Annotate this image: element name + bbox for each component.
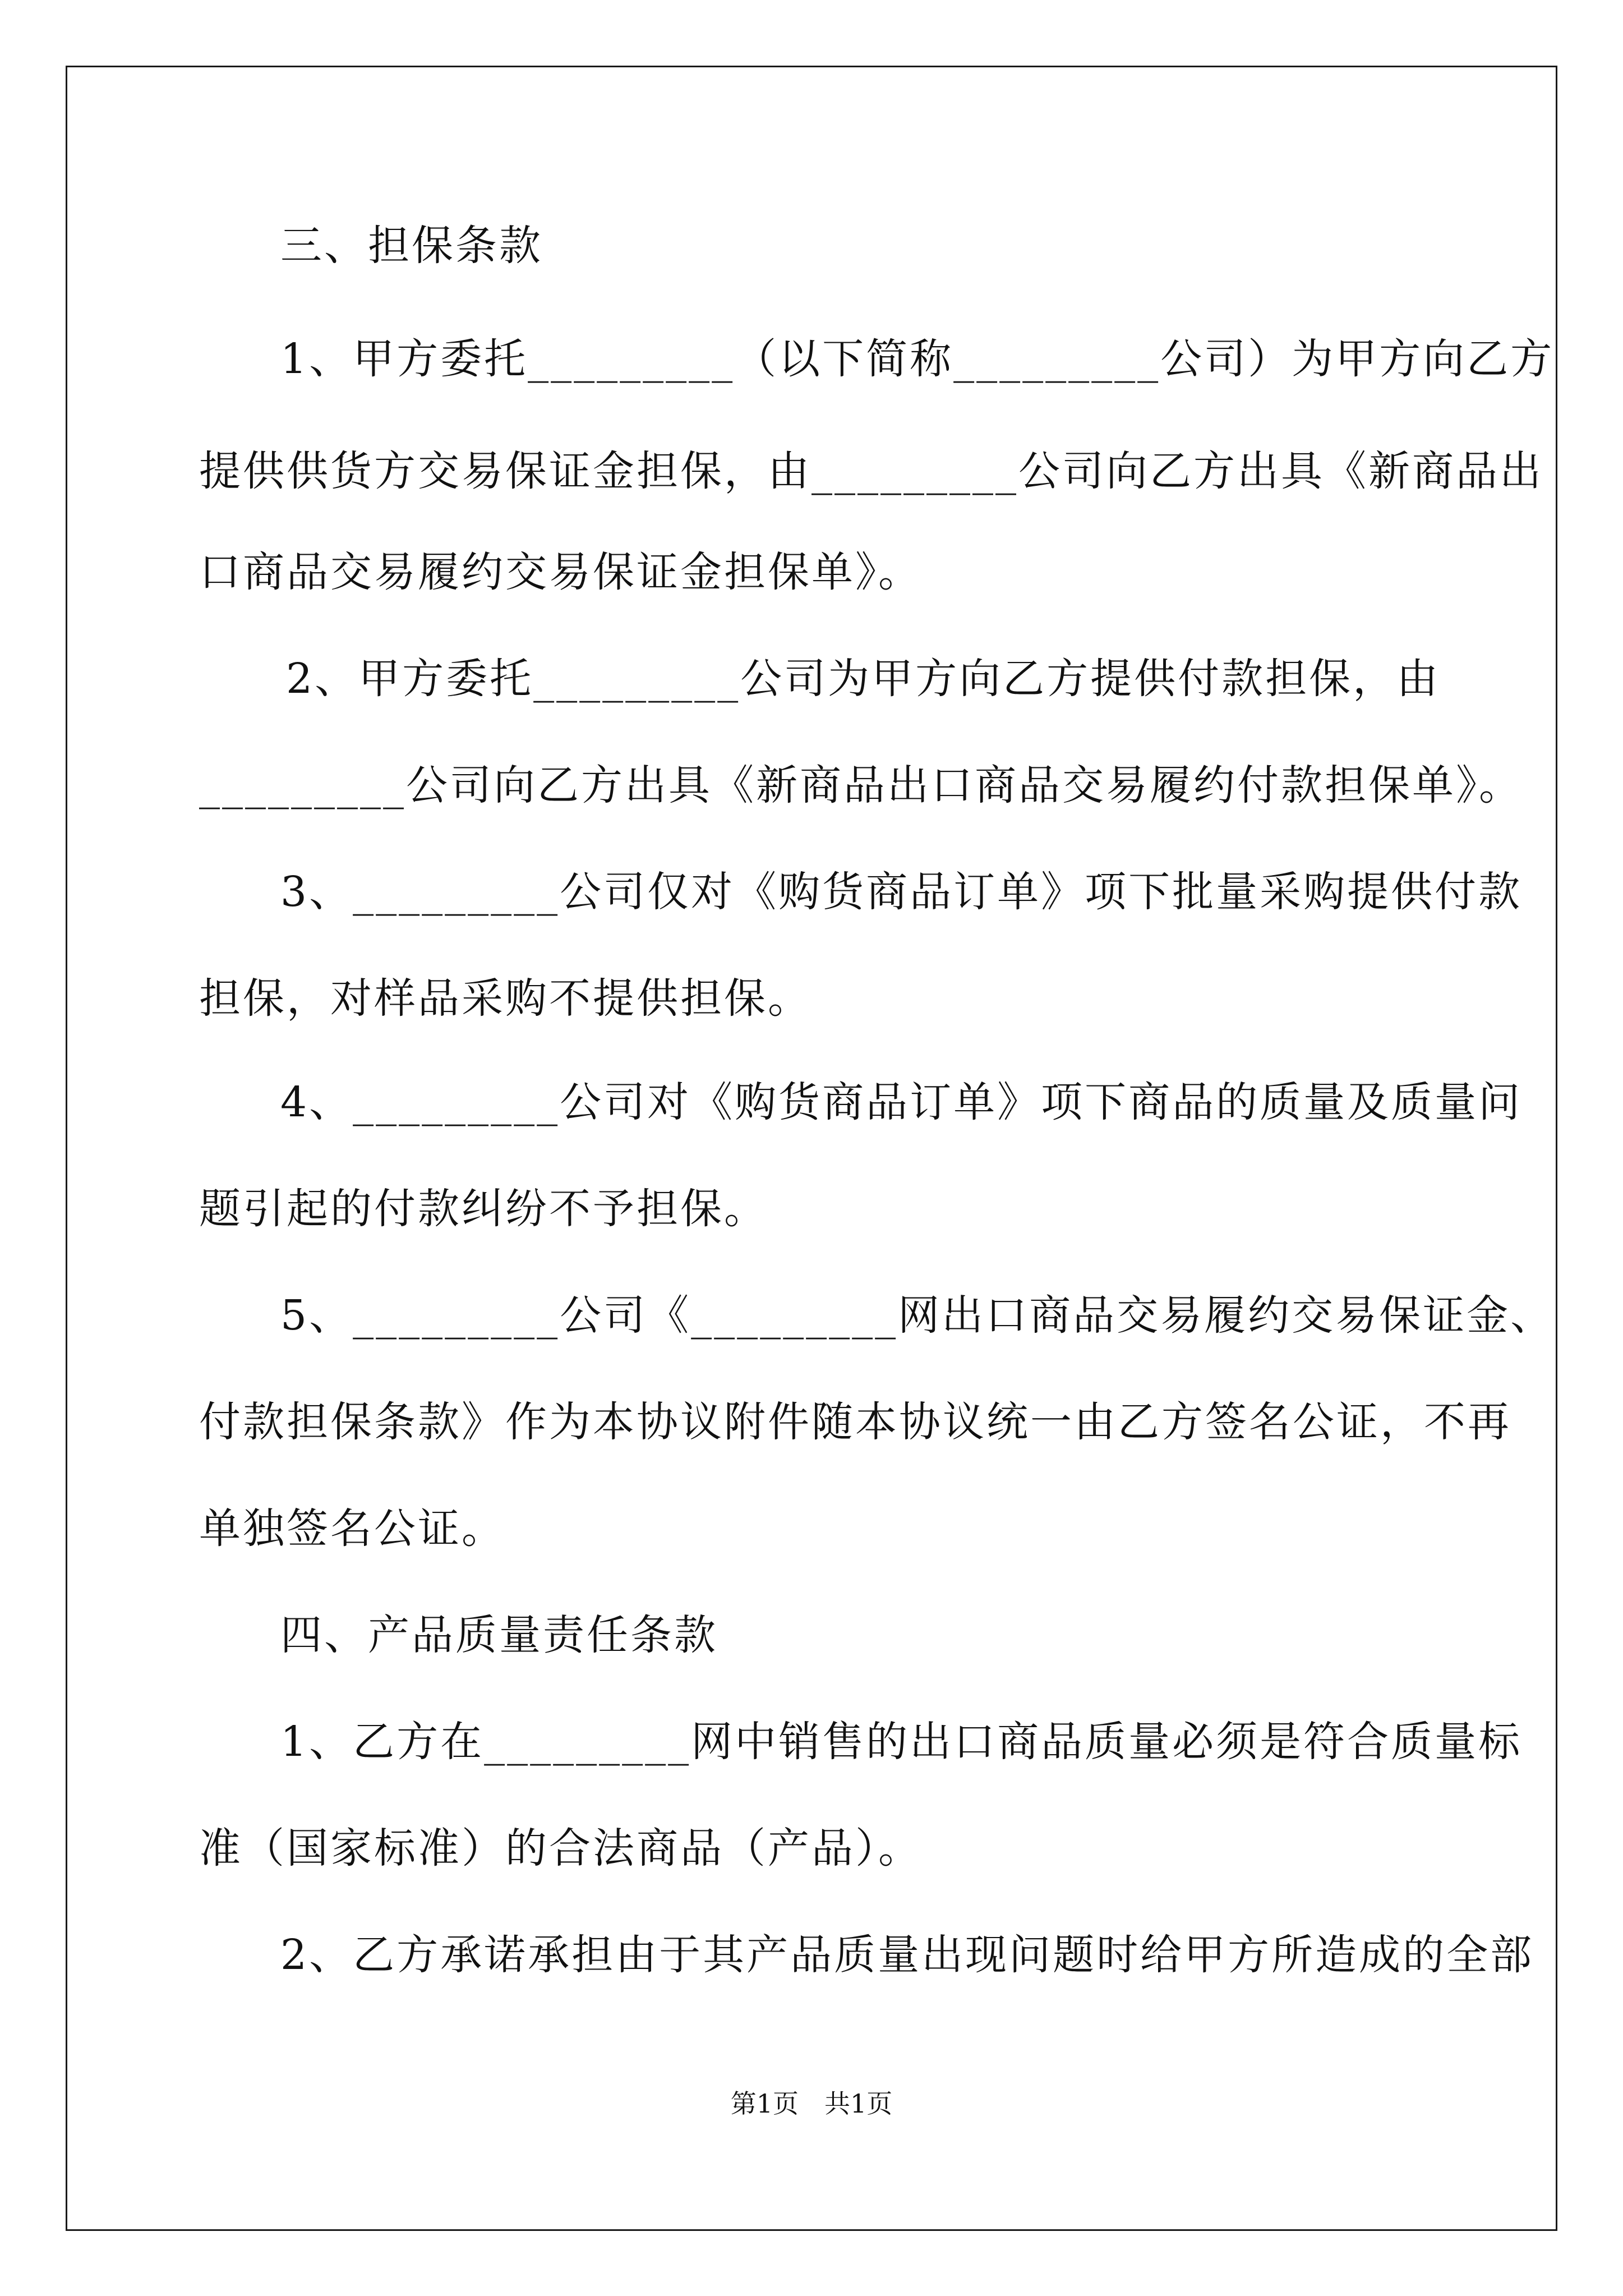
clause-line: 准（国家标准）的合法商品（产品）。 [199, 1824, 922, 1872]
clause-line: 付款担保条款》作为本协议附件随本协议统一由乙方签名公证，不再 [199, 1398, 1511, 1446]
section-heading-quality: 四、产品质量责任条款 [280, 1611, 718, 1659]
clause-line: 单独签名公证。 [199, 1504, 505, 1553]
clause-line: 3、_________公司仅对《购货商品订单》项下批量采购提供付款 [280, 868, 1523, 916]
section-heading-guarantee: 三、担保条款 [280, 222, 543, 270]
clause-line: 5、_________公司《_________网出口商品交易履约交易保证金、 [280, 1291, 1555, 1340]
clause-line: 担保，对样品采购不提供担保。 [199, 974, 811, 1023]
clause-line: 口商品交易履约交易保证金担保单》。 [199, 548, 922, 596]
clause-line: 2、乙方承诺承担由于其产品质量出现问题时给甲方所造成的全部 [280, 1931, 1534, 1979]
page-number: 第1页 共1页 [730, 2088, 893, 2119]
clause-line: 4、_________公司对《购货商品订单》项下商品的质量及质量问 [280, 1078, 1523, 1126]
clause-line: 提供供货方交易保证金担保，由_________公司向乙方出具《新商品出 [199, 447, 1543, 495]
clause-line: 题引起的付款纠纷不予担保。 [199, 1185, 768, 1233]
clause-line: _________公司向乙方出具《新商品出口商品交易履约付款担保单》。 [199, 761, 1523, 809]
clause-line: 1、甲方委托_________（以下简称_________公司）为甲方向乙方 [280, 335, 1555, 383]
clause-line: 2、甲方委托_________公司为甲方向乙方提供付款担保，由 [286, 655, 1441, 703]
clause-line: 1、乙方在_________网中销售的出口商品质量必须是符合质量标 [280, 1718, 1523, 1766]
page-border [66, 66, 1557, 2231]
